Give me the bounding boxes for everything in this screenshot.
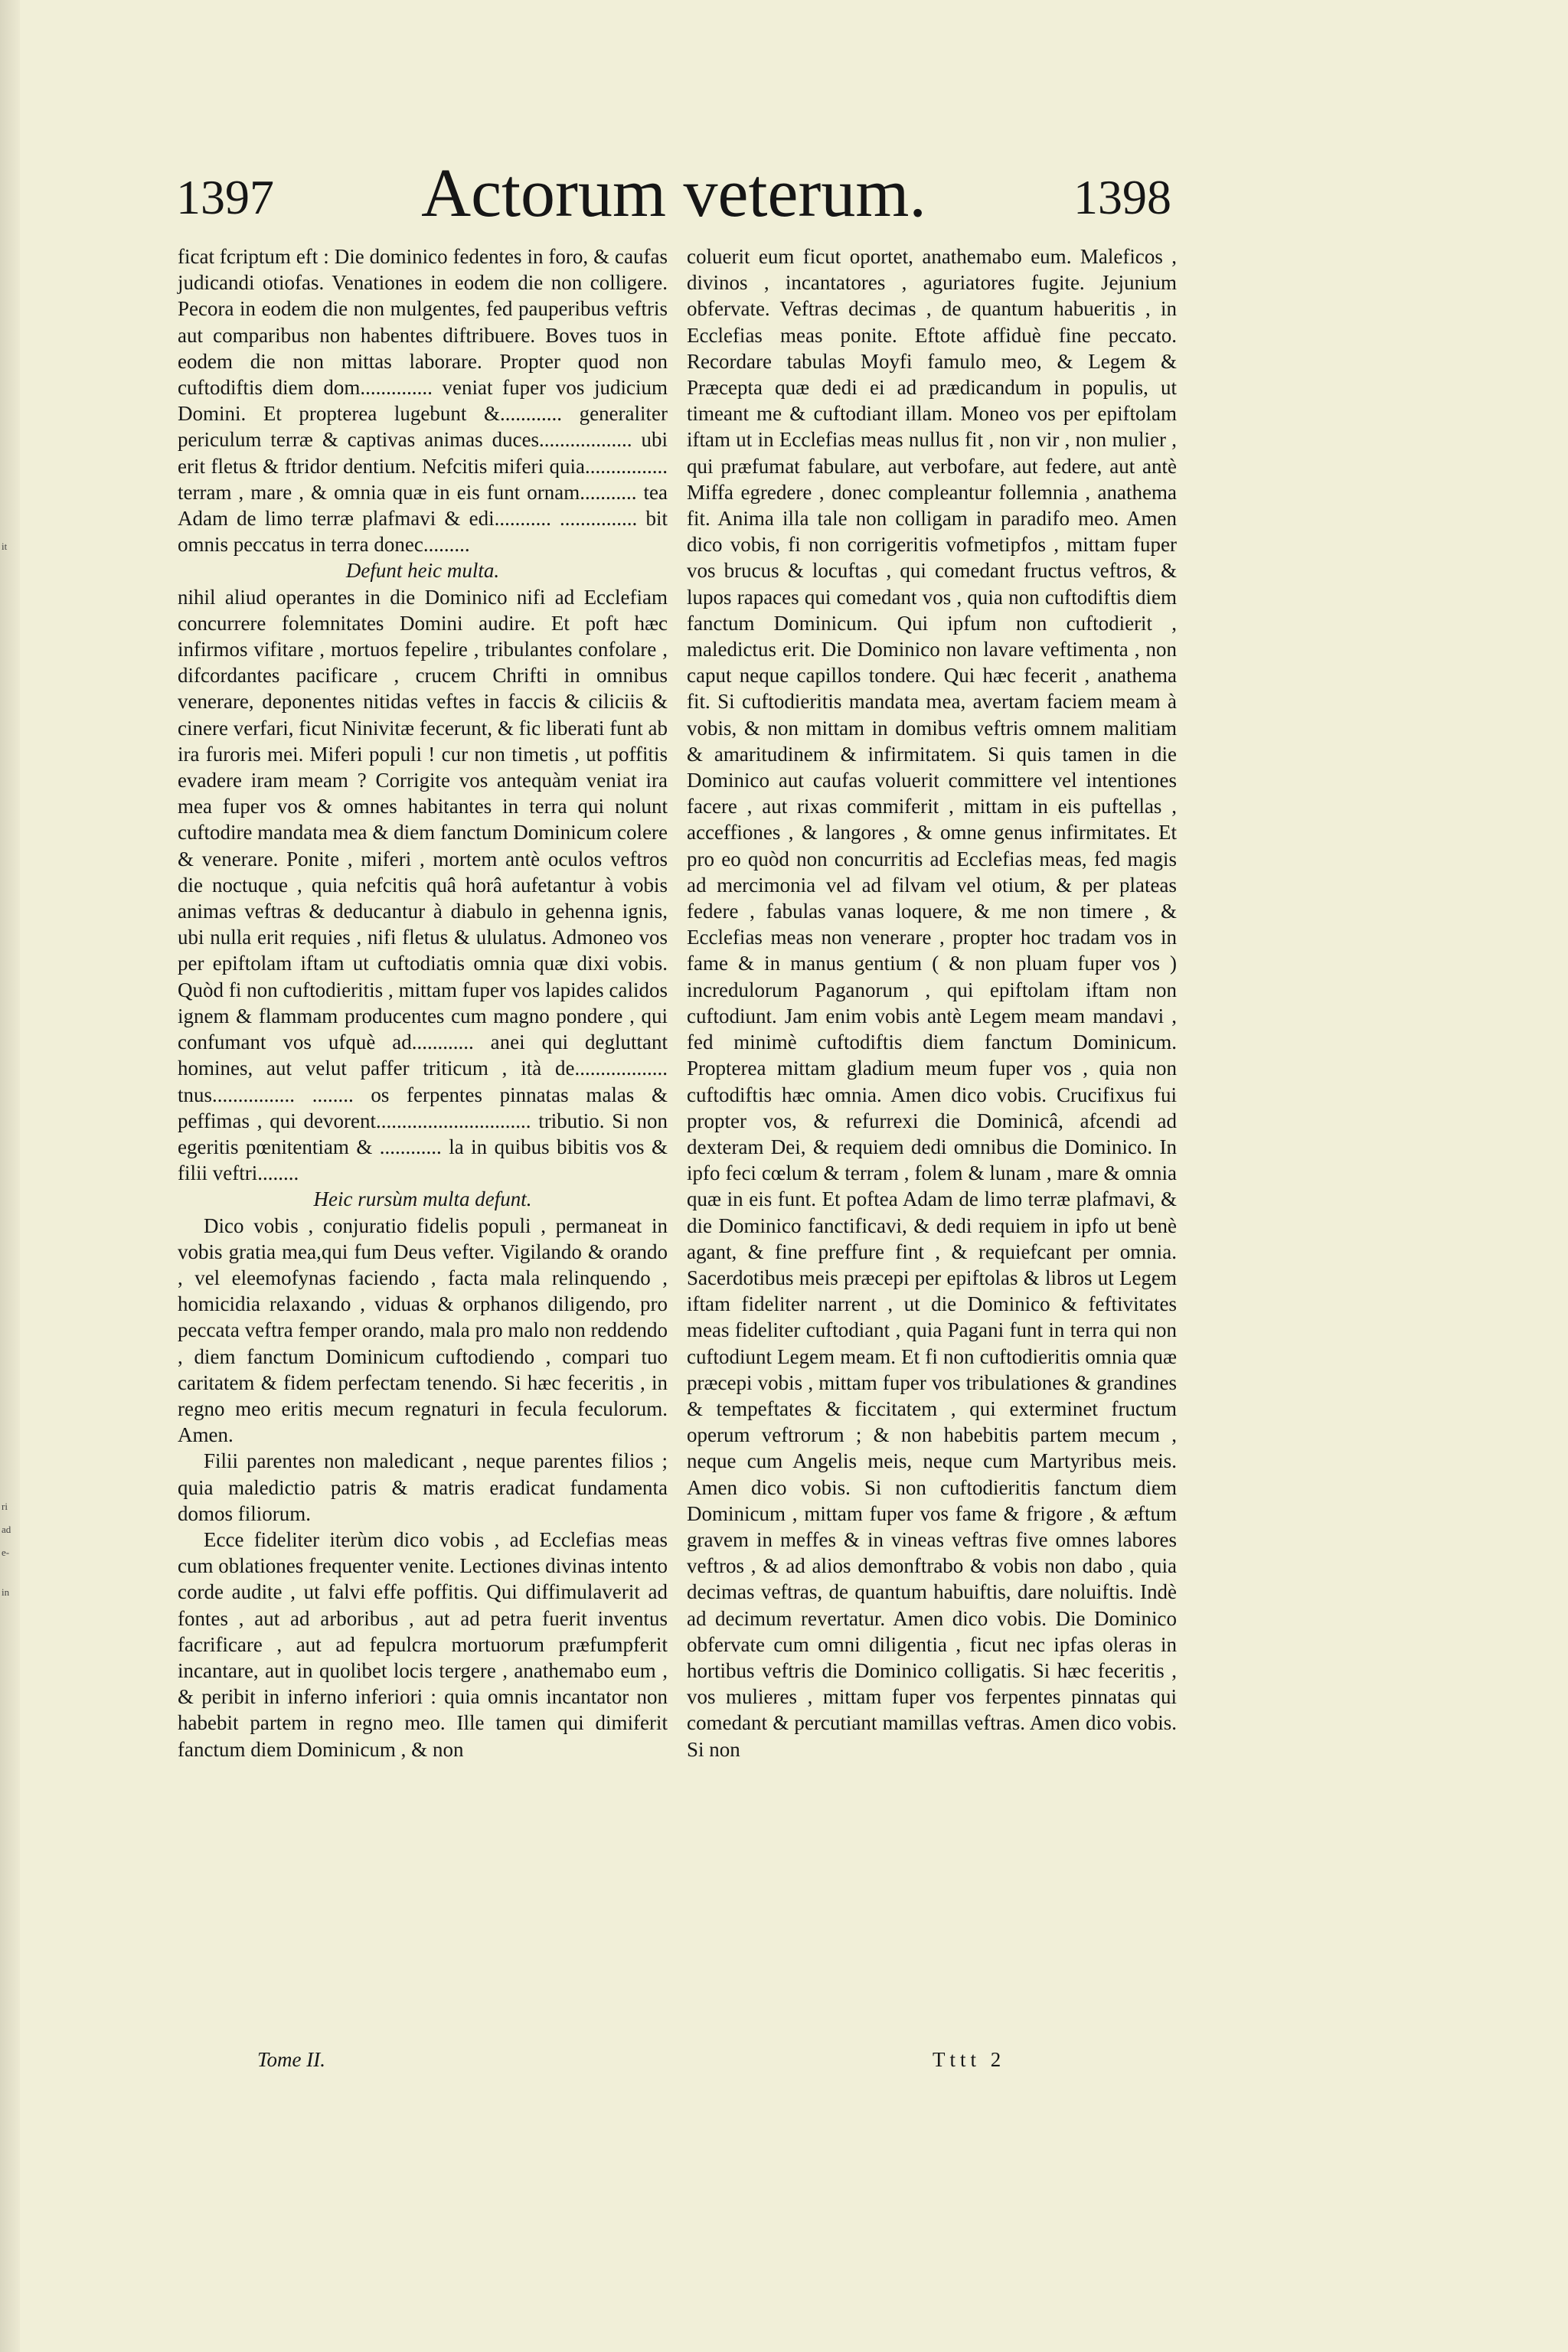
paragraph: ficat fcriptum eft : Die dominico fedentes in foro, & caufas judicandi otiofas. Venationes in eodem die non colligere. Pecora in eodem die non mulgentes, fed pauperibus veftris aut comparibus non habentes diftribuere. Boves tuos in eodem die non mittas laborare. Propter quod non cuftodiftis diem dom.............. veniat fuper vos judicium Domini. Et propterea lugebunt &............ generaliter periculum terræ & captivas animas duces.................. ubi erit fletus & ftridor dentium. Nefcitis miferi quia................ terram , mare , & omnia quæ in eis funt ornam........... tea Adam de limo terræ plafmavi & edi........... ............... bit omnis peccatus in terra donec......... [178,245,668,557]
margin-note: e- [2,1547,10,1558]
page-gutter [0,0,20,2352]
paragraph: Filii parentes non maledicant , neque parentes filios ; quia maledictio patris & matris eradicat fundamenta domos filiorum. [178,1449,668,1525]
paragraph: coluerit eum ficut oportet, anathemabo eum. Maleficos , divinos , incantatores , aguriatores fugite. Jejunium obfervate. Veftras decimas , de quantum habueritis , in Ecclefias meas ponite. Eftote affiduè fine peccato. Recordare tabulas Moyfi famulo meo, & Legem & Præcepta quæ dedi ei ad prædicandum in populis, ut timeant me & cuftodiant illam. Moneo vos per epiftolam iftam ut in Ecclefias meas nullus fit , non vir , non mulier , qui præfumat fabulare, aut verbofare, aut federe, aut antè Miffa egredere , donec compleantur follemnia , anathema fit. Anima illa tale non colligam in paradifo meo. Amen dico vobis, fi non corrigeritis vofmetipfos , mittam fuper vos brucus & locuftas , qui comedant fructus veftros, & lupos rapaces qui comedant vos , quia non cuftodiftis diem fanctum Dominicum. Qui ipfum non cuftodierit , maledictus erit. Die Dominico non lavare veftimenta , non caput neque capillos tondere. Qui hæc fecerit , anathema fit. Si cuftodieritis mandata mea, avertam faciem meam à vobis, & non mittam in domibus veftris omnem malitiam & amaritudinem & infirmitatem. Si quis tamen in die Dominico aut caufas voluerit committere vel intentiones facere , aut rixas commiferit , mittam in eis puftellas , acceffiones , & langores , & omne genus infirmitates. Et pro eo quòd non concurritis ad Ecclefias meas, fed magis ad mercimonia vel ad filvam vel otium, & per plateas federe , fabulas vanas loquere, & me non timere , & Ecclefias meas non venerare , propter hoc tradam vos in fame & in manus gentium ( & non pluam fuper vos ) incredulorum Paganorum , qui epiftolam iftam non cuftodiunt. Jam enim vobis antè Legem meam mandavi , fed minimè cuftodiftis diem fanctum Dominicum. Propterea mittam gladium meum fuper vos , quia non cuftodiftis hæc omnia. Amen dico vobis. Crucifixus fui propter vos, & refurrexi die Dominicâ, afcendi ad dexteram Dei, & requiem dedi omnibus die Dominico. In ipfo feci cœlum & terram , folem & lunam , mare & omnia quæ in eis funt. Et poftea Adam de limo terræ plafmavi, & die Dominico fanctificavi, & dedi requiem in ipfo ut benè agant, & fine preffure fint , & requiefcant per omnia. Sacerdotibus meis præcepi per epiftolas & libros ut Legem iftam fideliter narrent , ut die Dominico & feftivitates meas fideliter cuftodiant , quia Pagani funt in terra qui non cuftodiunt Legem meam. Et fi non cuftodieritis omnia quæ præcepi vobis , mittam fuper vos tribulationes & grandines & tempeftates & ficcitatem , qui exterminet fructum operum veftrorum ; & non habebitis partem mecum , neque cum Angelis meis, neque cum Martyribus meis. Amen dico vobis. Si non cuftodieritis fanctum diem Dominicum , mittam fuper vos fame & frigore , & æftum gravem in meffes & in vineas veftras five omnes labores veftros , & ad alios demonftrabo & vobis non dabo , quia decimas veftras, de quantum habuiftis, dare noluiftis. Indè ad decimum revertatur. Amen dico vobis. Die Dominico obfervate cum omni diligentia , ficut nec ipfas oleras in hortibus veftris die Dominico colligatis. Si hæc feceritis , vos mulieres , mittam fuper vos ferpentes pinnatas qui comedant & percutiant mamillas veftras. Amen dico vobis. Si non [687,245,1177,1761]
gathering-signature: Tttt 2 [933,2048,1006,2071]
right-column [687,243,1177,1762]
paragraph: Ecce fideliter iterùm dico vobis , ad Ecclefias meas cum oblationes frequenter venite. Lectiones divinas intento corde audite , ut falvi effe poffitis. Qui diffimulaverit ad fontes , aut ad arboribus , aut ad petra fuerit inventus facrificare , aut ad fepulcra mortuorum præfumpferit incantare, aut in quolibet locis tergere , anathemabo eum , & peribit in inferno inferiori : quia omnis incantator non habebit partem in regno meo. Ille tamen qui dimiferit fanctum diem Dominicum , & non [178,1527,668,1761]
lacuna-note: Heic rursùm multa defunt. [313,1187,532,1211]
paragraph: Dico vobis , conjuratio fidelis populi , permaneat in vobis gratia mea,qui fum Deus vefter. Vigilando & orando , vel eleemofynas faciendo , facta mala relinquendo , homicidia relaxando , viduas & orphanos diligendo, pro peccata veftra femper orando, mala pro malo non reddendo , diem fanctum Dominicum cuftodiendo , compari tuo caritatem & fidem perfectam tenendo. Si hæc feceritis , in regno meo eritis mecum regnaturi in fecula feculorum. Amen. [178,1214,668,1447]
page-number-right: 1398 [1073,170,1171,224]
margin-note: it [2,541,8,552]
margin-note: ri [2,1501,8,1512]
margin-note: ad [2,1524,11,1535]
lacuna-note: Defunt heic multa. [345,559,500,583]
page-header [176,155,1171,243]
margin-note: in [2,1586,10,1598]
volume-signature: Tome II. [257,2048,326,2071]
running-title: Actorum veterum. [421,155,926,231]
paragraph: nihil aliud operantes in die Dominico nifi ad Ecclefiam concurrere folemnitates Domini audire. Et poft hæc infirmos vifitare , mortuos fepelire , tribulantes confolare , difcordantes pacificare , crucem Chrifti in omnibus venerare, deponentes nitidas veftes in faccis & ciliciis & cinere verfari, ficut Ninivitæ fecerunt, & fic liberati funt ab ira furoris mei. Miferi populi ! cur non timetis , ut poffitis evadere iram meam ? Corrigite vos antequàm veniat ira mea fuper vos & omnes habitantes in terra qui nolunt cuftodire mandata mea & diem fanctum Dominicum colere & venerare. Ponite , miferi , mortem antè oculos veftros die noctuque , quia nefcitis quâ horâ aufetantur à vobis animas veftras & deducantur à diabulo in gehenna ignis, ubi nulla erit requies , nifi fletus & ululatus. Admoneo vos per epiftolam iftam ut cuftodiatis omnia quæ dixi vobis. Quòd fi non cuftodieritis , mittam fuper vos lapides calidos ignem & flammam producentes cum magno pondere , qui confumant vos ufquè ad............ anei qui degluttant homines, aut velut paffer triticum , ità de.................. tnus................ ........ os ferpentes pinnatas malas & peffimas , qui devorent.............................. tributio. Si non egeritis pœnitentiam & ............ la in quibus bibitis vos & filii veftri........ [178,585,668,1185]
page-number-left: 1397 [176,170,274,224]
left-column [178,243,668,1762]
